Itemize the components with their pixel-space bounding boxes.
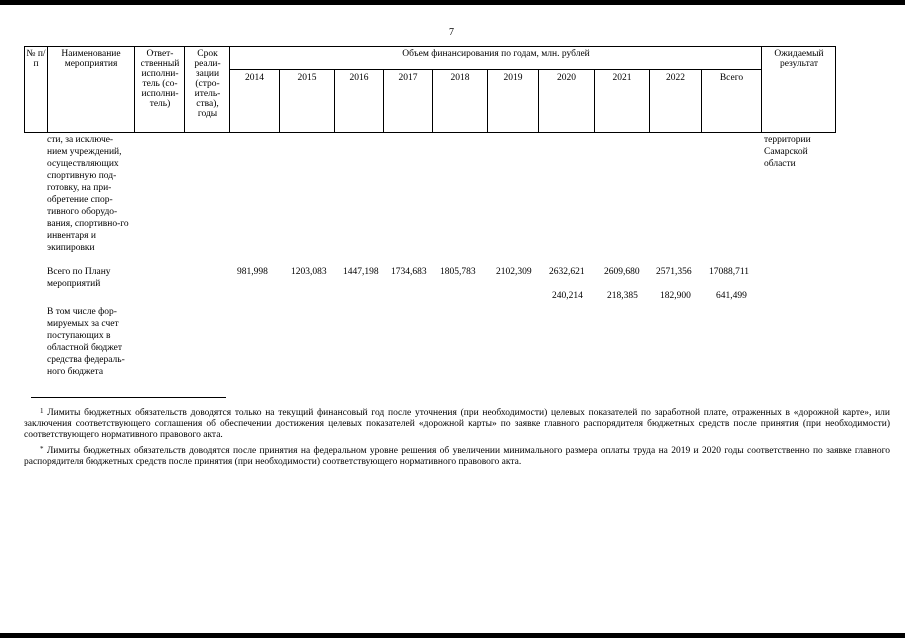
header-name: Наименование мероприятия (61, 49, 121, 69)
col-line-1 (47, 46, 48, 133)
year-header-2022: 2022 (666, 73, 685, 83)
footnote-1-mark: 1 (40, 407, 44, 415)
bottom-border-bar (0, 633, 905, 638)
year-header-total: Всего (719, 73, 744, 83)
footnote-separator (31, 397, 226, 398)
header-bottom-rule (24, 132, 836, 133)
total-2014: 981,998 (237, 267, 268, 277)
federal-2021: 218,385 (607, 291, 638, 301)
col-line-3 (184, 46, 185, 133)
year-header-2018: 2018 (450, 73, 470, 83)
years-row-rule (229, 69, 761, 70)
header-funding: Объем финансирования по годам, млн. рублей (402, 49, 590, 59)
total-all: 17088,711 (709, 267, 750, 277)
year-header-2020: 2020 (557, 73, 576, 83)
col-line-2 (134, 46, 135, 133)
footnote-1-text: Лимиты бюджетных обязательств доводятся только на текущий финансовый год после уточнения (при необходимости) целевых показателей по заработной плате, отраженных в «дорожной карте», или заключения соответствующего соглашения об обеспечении достижения целевых показателей «дорожной карты» по заявке главного распорядителя бюджетных средств после принятия (при необходимости) соответствующего нормативного правового акта. (24, 408, 891, 440)
total-label: Всего по Плану мероприятий (47, 267, 111, 289)
continuation-result-text: территории Самарской области (764, 135, 811, 169)
footnote-2-mark: * (40, 445, 44, 453)
table-top-rule (24, 46, 836, 47)
footnote-2-text: Лимиты бюджетных обязательств доводятся после принятия на федеральном уровне решения об увеличении минимального размера оплаты труда на 2019 и 2020 годы соответственно по заявке главного распорядителя бюджетных средств после принятия (при необходимости) соответствующего нормативного правового акта. (24, 446, 890, 467)
header-period: Срок реали-зации (стро-итель-ства), годы (194, 49, 221, 119)
page-number: 7 (449, 27, 454, 38)
federal-label: В том числе фор-мируемых за счет поступающих в областной бюджет средства федераль-ного бюджета (47, 307, 125, 377)
total-2017: 1734,683 (391, 267, 427, 277)
total-2018: 1805,783 (440, 267, 476, 277)
total-2022: 2571,356 (656, 267, 692, 277)
header-result: Ожидаемый результат (774, 49, 824, 69)
federal-total: 641,499 (716, 291, 747, 301)
footnote-2 (24, 446, 890, 468)
col-line-5 (761, 46, 762, 133)
federal-2020: 240,214 (552, 291, 583, 301)
federal-2022: 182,900 (660, 291, 691, 301)
header-executor: Ответ-ственный исполни-тель (со-исполни-тель) (140, 49, 180, 109)
col-line-4 (229, 46, 230, 133)
header-no: № п/п (26, 49, 46, 69)
total-2015: 1203,083 (291, 267, 327, 277)
total-2020: 2632,621 (549, 267, 585, 277)
year-header-2021: 2021 (612, 73, 632, 83)
year-header-2016: 2016 (349, 73, 369, 83)
col-line-right (835, 46, 836, 133)
total-2016: 1447,198 (343, 267, 379, 277)
year-header-2014: 2014 (245, 73, 264, 83)
total-2019: 2102,309 (496, 267, 532, 277)
top-border-bar (0, 0, 905, 5)
continuation-measure-text: сти, за исключе-нием учреждений, осуществляющих спортивную под-готовку, на при-обретение спор-тивного оборудо-вания, спортивно-го инвентаря и экипировки (47, 135, 129, 253)
year-header-2017: 2017 (398, 73, 418, 83)
total-2021: 2609,680 (604, 267, 640, 277)
footnote-1 (24, 408, 890, 441)
year-header-2019: 2019 (503, 73, 523, 83)
year-header-2015: 2015 (297, 73, 317, 83)
